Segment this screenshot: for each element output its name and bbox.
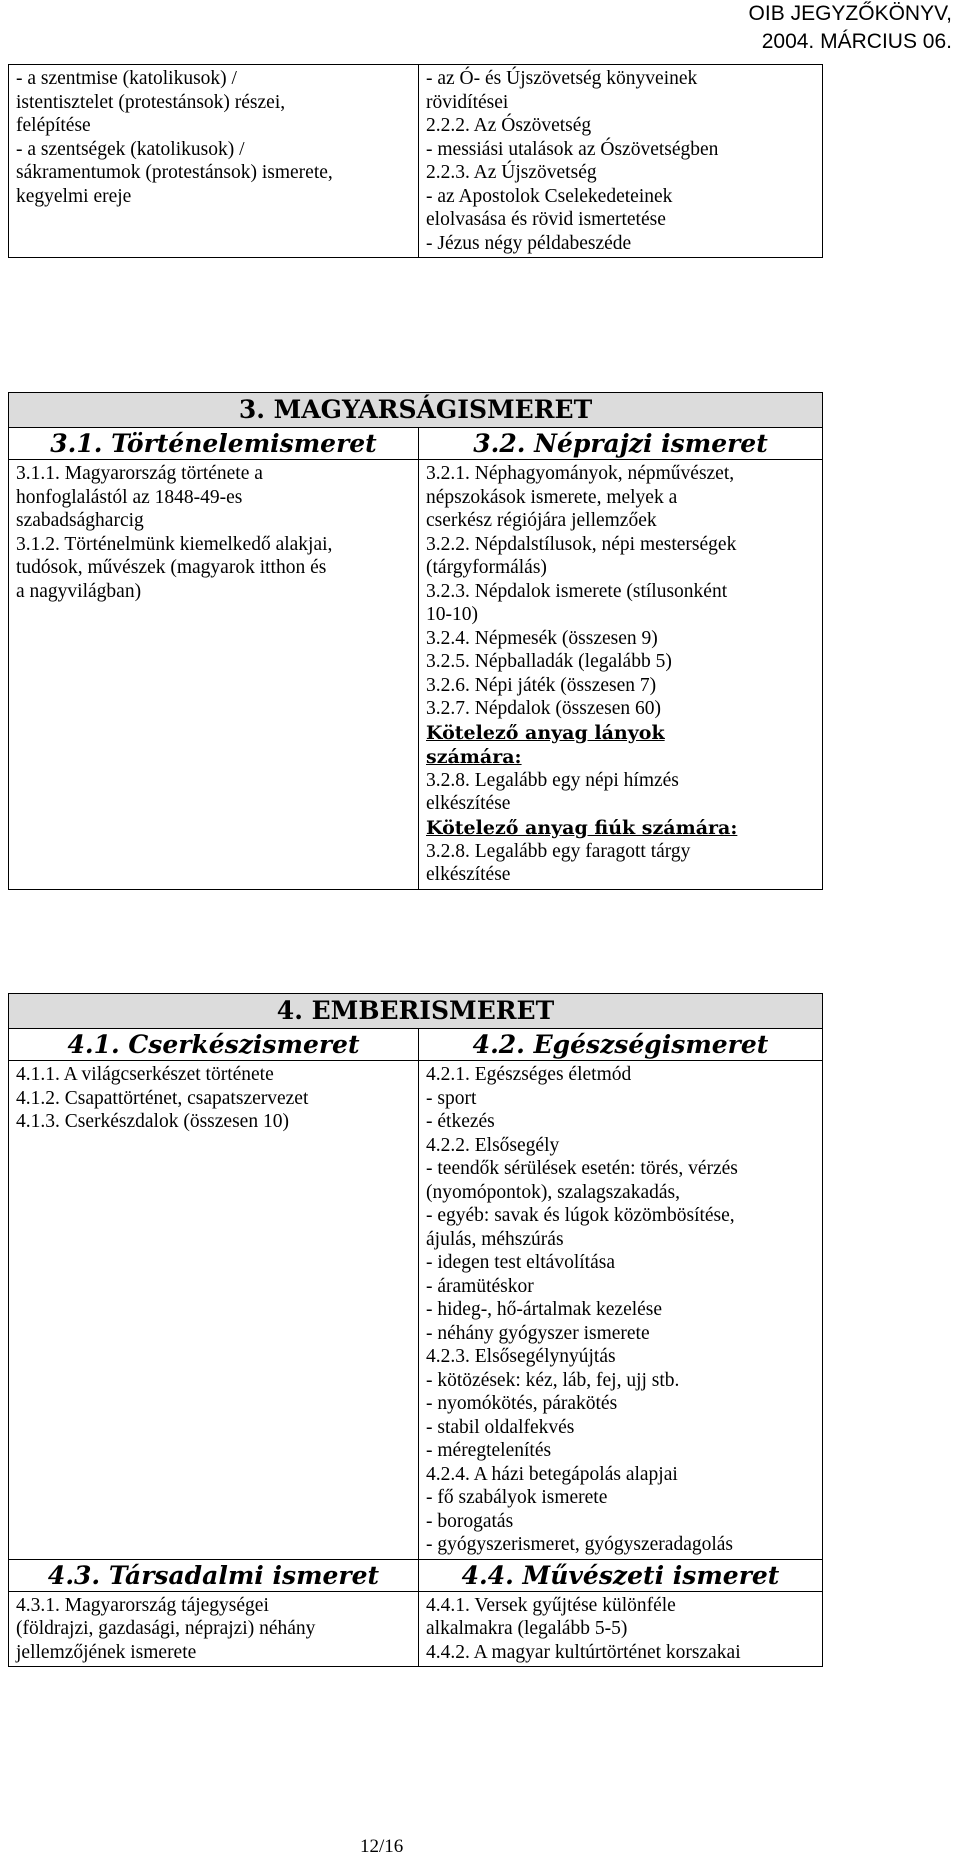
ethnography-content-cell <box>419 460 823 890</box>
text-line: - sport <box>426 1087 477 1109</box>
subsection-4-1-title: 4.1. Cserkészismeret <box>9 1029 419 1061</box>
text-line: kegyelmi ereje <box>16 185 132 207</box>
text-line: - a szentségek (katolikusok) / <box>16 138 245 160</box>
header-org: OIB <box>748 2 785 25</box>
text-line: - nyomókötés, párakötés <box>426 1393 618 1414</box>
table-row <box>9 460 823 890</box>
text-line: - a szentmise (katolikusok) / <box>16 68 237 89</box>
text-line: (nyomópontok), szalagszakadás, <box>426 1181 680 1203</box>
subsection-4-3-title: 4.3. Társadalmi ismeret <box>9 1559 419 1591</box>
text-line: 3.1.2. Történelmünk kiemelkedő alakjai, <box>16 533 333 555</box>
text-line: 4.2.3. Elsősegélynyújtás <box>426 1346 616 1367</box>
header-title-line <box>749 0 952 28</box>
text-line: 3.2.3. Népdalok ismerete (stílusonként <box>426 580 728 602</box>
text-line: 3.2.1. Néphagyományok, népművészet, <box>426 463 735 484</box>
text-line: - kötözések: kéz, láb, fej, ujj stb. <box>426 1369 680 1391</box>
text-line: 3.2.7. Népdalok (összesen 60) <box>426 698 662 719</box>
section-4-table <box>8 993 823 1667</box>
text-line: - áramütéskor <box>426 1275 534 1297</box>
text-line: 3.2.2. Népdalstílusok, népi mesterségek <box>426 533 737 555</box>
text-line: 4.1.1. A világcserkészet története <box>16 1064 274 1085</box>
page-header <box>749 0 952 56</box>
text-line: istentisztelet (protestánsok) részei, <box>16 91 286 113</box>
subsection-3-1-title: 3.1. Történelemismeret <box>9 428 419 460</box>
text-line: (tárgyformálás) <box>426 557 547 578</box>
page-number: 12/16 <box>360 1836 404 1857</box>
text-line: felépítése <box>16 115 91 136</box>
header-date-rest: MÁRCIUS 06. <box>820 30 952 53</box>
text-line: - az Ó- és Újszövetség könyveinek <box>426 68 698 89</box>
text-line: - borogatás <box>426 1510 514 1532</box>
table-row <box>9 1029 823 1061</box>
table-row <box>9 428 823 460</box>
required-boys-heading: Kötelező anyag fiúk számára: <box>426 816 738 839</box>
text-line: elkészítése <box>426 793 511 814</box>
subsection-4-4-title: 4.4. Művészeti ismeret <box>419 1559 823 1591</box>
header-date-line <box>749 28 952 56</box>
text-line: jellemzőjének ismerete <box>16 1641 197 1663</box>
text-line: 4.1.3. Cserkészdalok (összesen 10) <box>16 1111 289 1132</box>
continuation-right-cell <box>419 65 823 258</box>
text-line: alkalmakra (legalább 5-5) <box>426 1618 628 1639</box>
section-3-table <box>8 392 823 890</box>
scouting-content-cell <box>9 1061 419 1560</box>
text-line: 4.4.1. Versek gyűjtése különféle <box>426 1594 676 1616</box>
text-line: - fő szabályok ismerete <box>426 1487 608 1508</box>
section-4-title: 4. EMBERISMERET <box>9 994 823 1029</box>
text-line: szabadságharcig <box>16 510 144 531</box>
text-line: 3.2.6. Népi játék (összesen 7) <box>426 674 657 696</box>
subsection-3-2-title: 3.2. Néprajzi ismeret <box>419 428 823 460</box>
text-line: ájulás, méhszúrás <box>426 1228 564 1250</box>
text-line: 2.2.3. Az Újszövetség <box>426 162 597 183</box>
text-line: sákramentumok (protestánsok) ismerete, <box>16 162 333 183</box>
text-line: 4.2.1. Egészséges életmód <box>426 1064 632 1085</box>
text-line: - étkezés <box>426 1111 495 1132</box>
table-row <box>9 1591 823 1667</box>
text-line: - teendők sérülések esetén: törés, vérzés <box>426 1158 738 1179</box>
text-line: 3.2.4. Népmesék (összesen 9) <box>426 627 658 649</box>
text-line: - néhány gyógyszer ismerete <box>426 1322 650 1344</box>
table-row <box>9 1559 823 1591</box>
text-line: elkészítése <box>426 864 511 885</box>
text-line: 3.1.1. Magyarország története a <box>16 463 263 484</box>
header-date-year: 2004. <box>761 30 815 53</box>
table-row <box>9 1061 823 1560</box>
text-line: 4.2.4. A házi betegápolás alapjai <box>426 1463 678 1485</box>
text-line: (földrajzi, gazdasági, néprajzi) néhány <box>16 1618 316 1639</box>
text-line: - hideg-, hő-ártalmak kezelése <box>426 1299 663 1320</box>
text-line: 2.2.2. Az Ószövetség <box>426 115 592 136</box>
section-3-title: 3. MAGYARSÁGISMERET <box>9 393 823 428</box>
arts-content-cell <box>419 1591 823 1667</box>
header-title: JEGYZŐKÖNYV, <box>790 2 952 25</box>
health-content-cell <box>419 1061 823 1560</box>
table-row <box>9 393 823 428</box>
text-line: tudósok, művészek (magyarok itthon és <box>16 557 327 578</box>
text-line: elolvasása és rövid ismertetése <box>426 209 666 230</box>
required-girls-heading-cont: számára: <box>426 745 522 768</box>
text-line: - egyéb: savak és lúgok közömbösítése, <box>426 1205 735 1226</box>
history-content-cell <box>9 460 419 890</box>
text-line: 4.3.1. Magyarország tájegységei <box>16 1594 269 1616</box>
continuation-table <box>8 64 823 258</box>
continuation-left-cell <box>9 65 419 258</box>
text-line: - gyógyszerismeret, gyógyszeradagolás <box>426 1534 734 1555</box>
text-line: rövidítései <box>426 91 509 113</box>
required-girls-heading: Kötelező anyag lányok <box>426 721 665 744</box>
text-line: 3.2.8. Legalább egy népi hímzés <box>426 769 679 791</box>
text-line: a nagyvilágban) <box>16 580 142 602</box>
text-line: - idegen test eltávolítása <box>426 1252 615 1273</box>
text-line: - méregtelenítés <box>426 1440 552 1461</box>
text-line: 3.2.5. Népballadák (legalább 5) <box>426 651 672 672</box>
text-line: népszokások ismerete, melyek a <box>426 486 678 508</box>
text-line: 4.2.2. Elsősegély <box>426 1134 560 1156</box>
text-line: 4.1.2. Csapattörténet, csapatszervezet <box>16 1087 309 1109</box>
text-line: - Jézus négy példabeszéde <box>426 232 632 254</box>
text-line: 4.4.2. A magyar kultúrtörténet korszakai <box>426 1641 741 1663</box>
text-line: 10-10) <box>426 604 478 625</box>
table-row <box>9 65 823 258</box>
text-line: cserkész régiójára jellemzőek <box>426 510 657 531</box>
text-line: honfoglalástól az 1848-49-es <box>16 486 243 508</box>
social-content-cell <box>9 1591 419 1667</box>
text-line: - az Apostolok Cselekedeteinek <box>426 185 673 207</box>
text-line: 3.2.8. Legalább egy faragott tárgy <box>426 840 691 862</box>
text-line: - stabil oldalfekvés <box>426 1416 575 1438</box>
text-line: - messiási utalások az Ószövetségben <box>426 138 719 160</box>
table-row <box>9 994 823 1029</box>
subsection-4-2-title: 4.2. Egészségismeret <box>419 1029 823 1061</box>
